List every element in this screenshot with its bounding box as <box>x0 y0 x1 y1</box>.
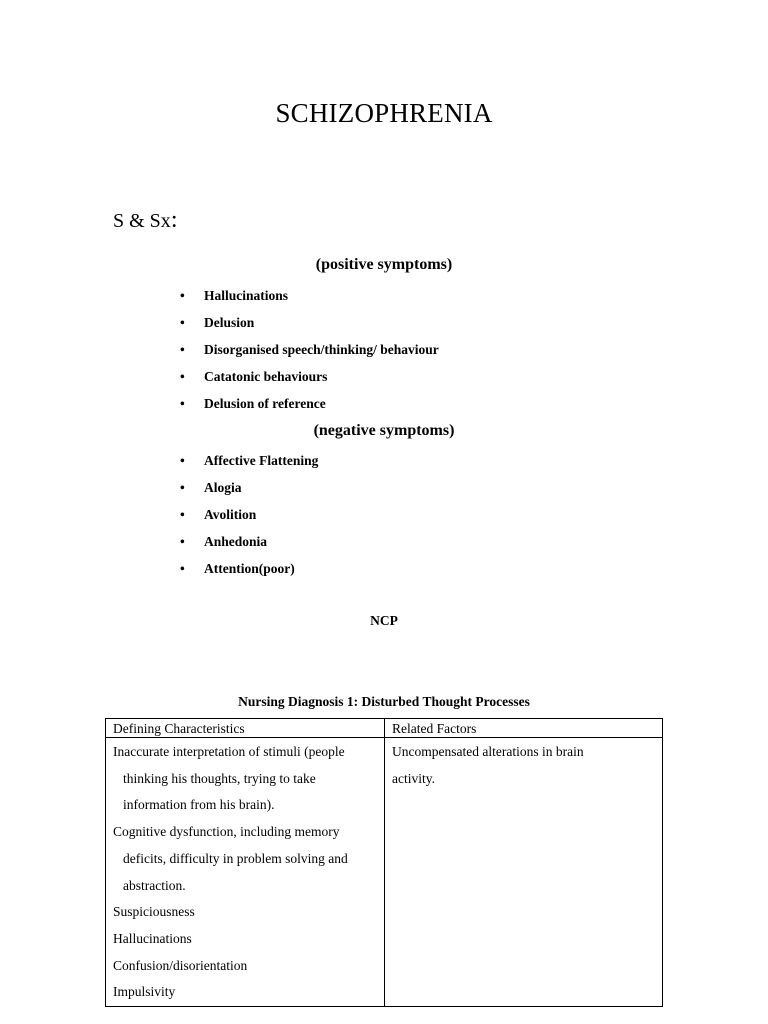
nursing-diagnosis-heading: Nursing Diagnosis 1: Disturbed Thought Processes <box>238 694 530 709</box>
negative-symptoms-heading: (negative symptoms) <box>313 422 455 439</box>
list-item-text: Affective Flattening <box>204 453 319 468</box>
signs-and-symptoms-label <box>113 207 177 234</box>
header-defining-characteristics: Defining Characteristics <box>106 719 385 738</box>
cell-line: Suspiciousness <box>113 904 195 920</box>
bullet-icon: • <box>180 315 185 330</box>
cell-line: Hallucinations <box>113 930 192 946</box>
list-item <box>180 480 318 507</box>
defining-characteristics-cell <box>106 738 385 1007</box>
ssx-text: S & Sx <box>113 210 171 232</box>
bullet-icon: • <box>180 453 185 468</box>
list-item-text: Attention(poor) <box>204 561 295 576</box>
list-item-text: Disorganised speech/thinking/ behaviour <box>204 342 439 357</box>
header-related-factors: Related Factors <box>385 719 663 738</box>
list-item-text: Catatonic behaviours <box>204 369 328 384</box>
cell-line: Impulsivity <box>113 984 176 1000</box>
nursing-care-plan-table <box>105 718 663 1007</box>
cell-line: thinking his thoughts, trying to take <box>123 770 316 786</box>
bullet-icon: • <box>180 480 185 495</box>
cell-line: abstraction. <box>123 877 186 893</box>
cell-line: Inaccurate interpretation of stimuli (people <box>113 744 345 759</box>
list-item-text: Delusion of reference <box>204 396 326 411</box>
list-item <box>180 342 439 369</box>
cell-line: information from his brain). <box>123 797 275 813</box>
cell-line: Uncompensated alterations in brain <box>392 744 584 759</box>
positive-symptoms-heading: (positive symptoms) <box>315 256 453 273</box>
positive-symptoms-list <box>180 288 439 423</box>
list-item-text: Anhedonia <box>204 534 268 549</box>
list-item <box>180 369 439 396</box>
cell-line: Cognitive dysfunction, including memory <box>113 824 340 840</box>
bullet-icon: • <box>180 507 185 522</box>
list-item-text: Delusion <box>204 315 255 330</box>
list-item-text: Alogia <box>204 480 242 495</box>
list-item <box>180 315 439 342</box>
bullet-icon: • <box>180 561 185 576</box>
ssx-colon: : <box>170 207 178 233</box>
bullet-icon: • <box>180 396 185 411</box>
cell-line: Confusion/disorientation <box>113 957 248 973</box>
list-item <box>180 534 318 561</box>
table-header-row <box>106 719 663 738</box>
list-item <box>180 561 318 588</box>
list-item <box>180 288 439 315</box>
list-item <box>180 507 318 534</box>
list-item-text: Hallucinations <box>204 288 289 303</box>
table-row <box>106 738 663 1007</box>
negative-symptoms-list <box>180 453 318 588</box>
list-item <box>180 396 439 423</box>
list-item <box>180 453 318 480</box>
list-item-text: Avolition <box>204 507 257 522</box>
cell-line: deficits, difficulty in problem solving and <box>123 850 348 866</box>
bullet-icon: • <box>180 534 185 549</box>
bullet-icon: • <box>180 369 185 384</box>
ncp-label: NCP <box>370 613 398 628</box>
bullet-icon: • <box>180 342 185 357</box>
cell-line: activity. <box>392 770 435 786</box>
document-title: SCHIZOPHRENIA <box>275 98 493 128</box>
related-factors-cell <box>385 738 663 1007</box>
bullet-icon: • <box>180 288 185 303</box>
